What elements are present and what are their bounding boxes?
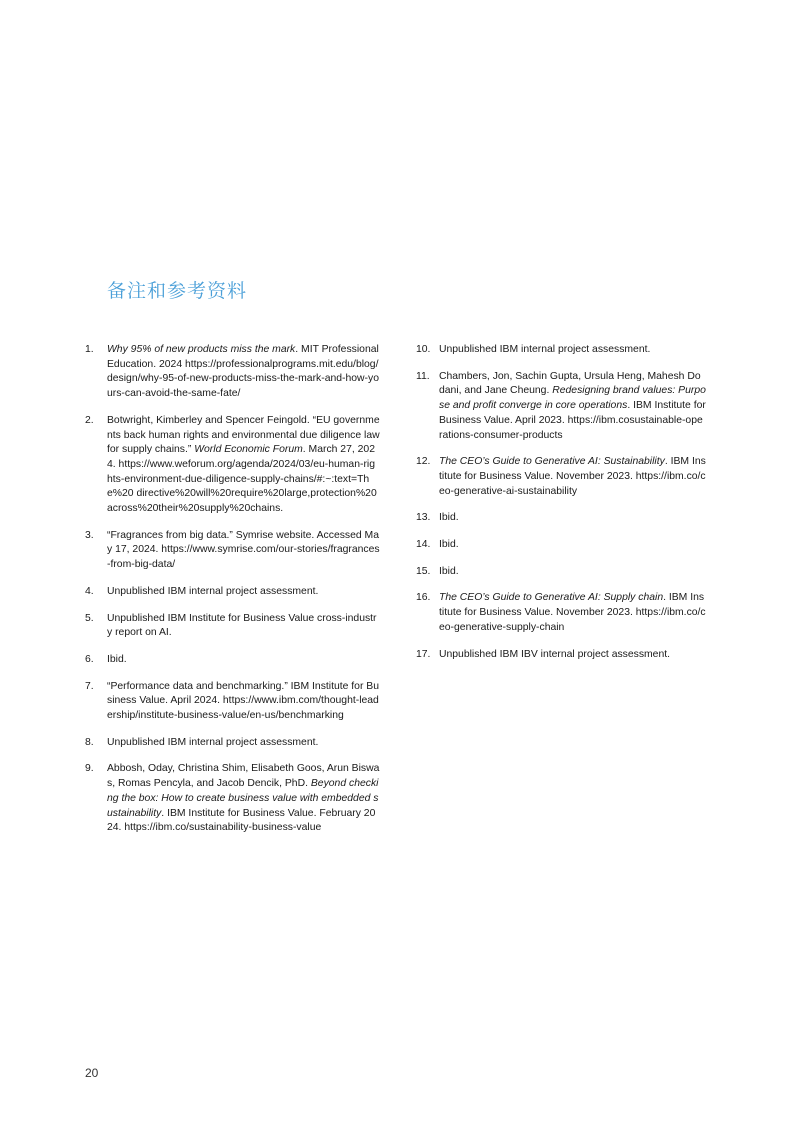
note-number: 4. bbox=[85, 585, 94, 597]
note-title-italic: The CEO’s Guide to Generative AI: Supply chain bbox=[439, 592, 664, 604]
note-text bbox=[439, 538, 706, 553]
note-number: 6. bbox=[85, 653, 94, 665]
note-text-part: Ibid. bbox=[439, 565, 459, 577]
reference-note bbox=[85, 653, 380, 668]
note-number: 7. bbox=[85, 680, 94, 692]
note-text bbox=[107, 585, 380, 600]
note-number: 16. bbox=[416, 592, 431, 604]
note-text-part: Botwright, Kimberley and Spencer Feingold. “EU governments back human rights and environmental due diligence law for supply chains.” bbox=[107, 414, 380, 456]
note-number: 2. bbox=[85, 414, 94, 426]
note-text-part: . IBM Institute for Business Value. February 2024. https://ibm.co/sustainability-business-value bbox=[107, 807, 376, 834]
note-text-part: . March 27, 2024. https://www.weforum.org/agenda/2024/03/eu-human-rights-environment-due-diligence-supply-chains/#:~:text=The%20 directive%20will%20require%20large,protection%20 across%20their%20supply%20chains. bbox=[107, 444, 377, 515]
note-text-part: Chambers, Jon, Sachin Gupta, Ursula Heng, Mahesh Dodani, and Jane Cheung. bbox=[439, 370, 701, 397]
reference-note bbox=[85, 736, 380, 751]
note-text bbox=[107, 653, 380, 668]
note-text-part: . IBM Institute for Business Value. April 2023. https://ibm.cosustainable-operations-consumer-products bbox=[439, 400, 706, 441]
note-number: 3. bbox=[85, 529, 94, 541]
notes-column-left bbox=[85, 343, 380, 848]
note-text bbox=[107, 529, 380, 573]
note-text-part: Unpublished IBM internal project assessment. bbox=[107, 585, 319, 597]
note-number: 9. bbox=[85, 763, 94, 775]
note-text bbox=[439, 370, 706, 444]
note-number: 8. bbox=[85, 736, 94, 748]
note-text bbox=[439, 343, 706, 358]
note-text bbox=[439, 591, 706, 635]
page-title: 备注和参考资料 bbox=[107, 280, 248, 302]
reference-note bbox=[416, 455, 706, 499]
note-text bbox=[107, 343, 380, 402]
note-number: 11. bbox=[416, 370, 430, 382]
note-number: 15. bbox=[416, 565, 431, 577]
reference-note bbox=[416, 538, 706, 553]
reference-note bbox=[85, 529, 380, 573]
reference-note bbox=[85, 414, 380, 517]
note-text-part: Abbosh, Oday, Christina Shim, Elisabeth Goos, Arun Biswas, Romas Pencyla, and Jacob Dencik, PhD. bbox=[107, 763, 380, 790]
reference-note bbox=[85, 762, 380, 836]
note-number: 17. bbox=[416, 648, 431, 660]
note-text-part: Unpublished IBM IBV internal project assessment. bbox=[439, 648, 671, 660]
note-text-part: Unpublished IBM internal project assessment. bbox=[439, 344, 651, 355]
note-title-italic: Beyond checking the box: How to create business value with embedded sustainability bbox=[107, 778, 379, 819]
note-title-italic: World Economic Forum bbox=[194, 444, 303, 456]
reference-note bbox=[85, 680, 380, 724]
reference-note bbox=[416, 343, 706, 358]
note-text-part: Unpublished IBM Institute for Business Value cross-industry report on AI. bbox=[107, 612, 377, 639]
reference-note bbox=[416, 565, 706, 580]
notes-column-right bbox=[416, 343, 706, 674]
note-text bbox=[107, 762, 380, 836]
note-text-part: “Performance data and benchmarking.” IBM Institute for Business Value. April 2024. https://www.ibm.com/thought-leadership/institute-business-value/en-us/benchmarking bbox=[107, 680, 380, 722]
note-text bbox=[107, 680, 380, 724]
note-text bbox=[439, 511, 706, 526]
reference-note bbox=[85, 343, 380, 402]
note-number: 1. bbox=[85, 344, 94, 355]
note-text-part: Ibid. bbox=[107, 653, 127, 665]
note-text-part: . MIT Professional Education. 2024 https://professionalprograms.mit.edu/blog/design/why-95-of-new-products-miss-the-mark-and-how-yours-can-avoid-the-same-fate/ bbox=[107, 344, 379, 400]
page-number: 20 bbox=[85, 1066, 99, 1080]
note-text bbox=[439, 455, 706, 499]
note-text-part: “Fragrances from big data.” Symrise website. Accessed May 17, 2024. https://www.symrise.com/our-stories/fragrances-from-big-data/ bbox=[107, 529, 380, 571]
note-text-part: . IBM Institute for Business Value. November 2023. https://ibm.co/ceo-generative-ai-sustainability bbox=[439, 456, 706, 497]
note-text bbox=[107, 414, 380, 517]
note-text bbox=[439, 565, 706, 580]
note-title-italic: Why 95% of new products miss the mark bbox=[107, 344, 296, 355]
note-number: 14. bbox=[416, 539, 431, 551]
note-text-part: . IBM Institute for Business Value. November 2023. https://ibm.co/ceo-generative-supply-chain bbox=[439, 592, 706, 633]
reference-note bbox=[416, 648, 706, 663]
note-number: 10. bbox=[416, 344, 431, 355]
reference-note bbox=[416, 591, 706, 635]
note-number: 12. bbox=[416, 456, 431, 468]
note-text bbox=[107, 612, 380, 641]
note-text-part: Unpublished IBM internal project assessment. bbox=[107, 736, 319, 748]
note-text bbox=[107, 736, 380, 751]
reference-note bbox=[85, 585, 380, 600]
reference-note bbox=[416, 370, 706, 444]
reference-note bbox=[85, 612, 380, 641]
note-title-italic: Redesigning brand values: Purpose and profit converge in core operations bbox=[439, 385, 706, 412]
note-text-part: Ibid. bbox=[439, 512, 459, 524]
note-number: 5. bbox=[85, 612, 94, 624]
note-title-italic: The CEO’s Guide to Generative AI: Sustainability bbox=[439, 456, 665, 468]
note-text-part: Ibid. bbox=[439, 539, 459, 551]
note-number: 13. bbox=[416, 512, 431, 524]
reference-note bbox=[416, 511, 706, 526]
note-text bbox=[439, 648, 706, 663]
